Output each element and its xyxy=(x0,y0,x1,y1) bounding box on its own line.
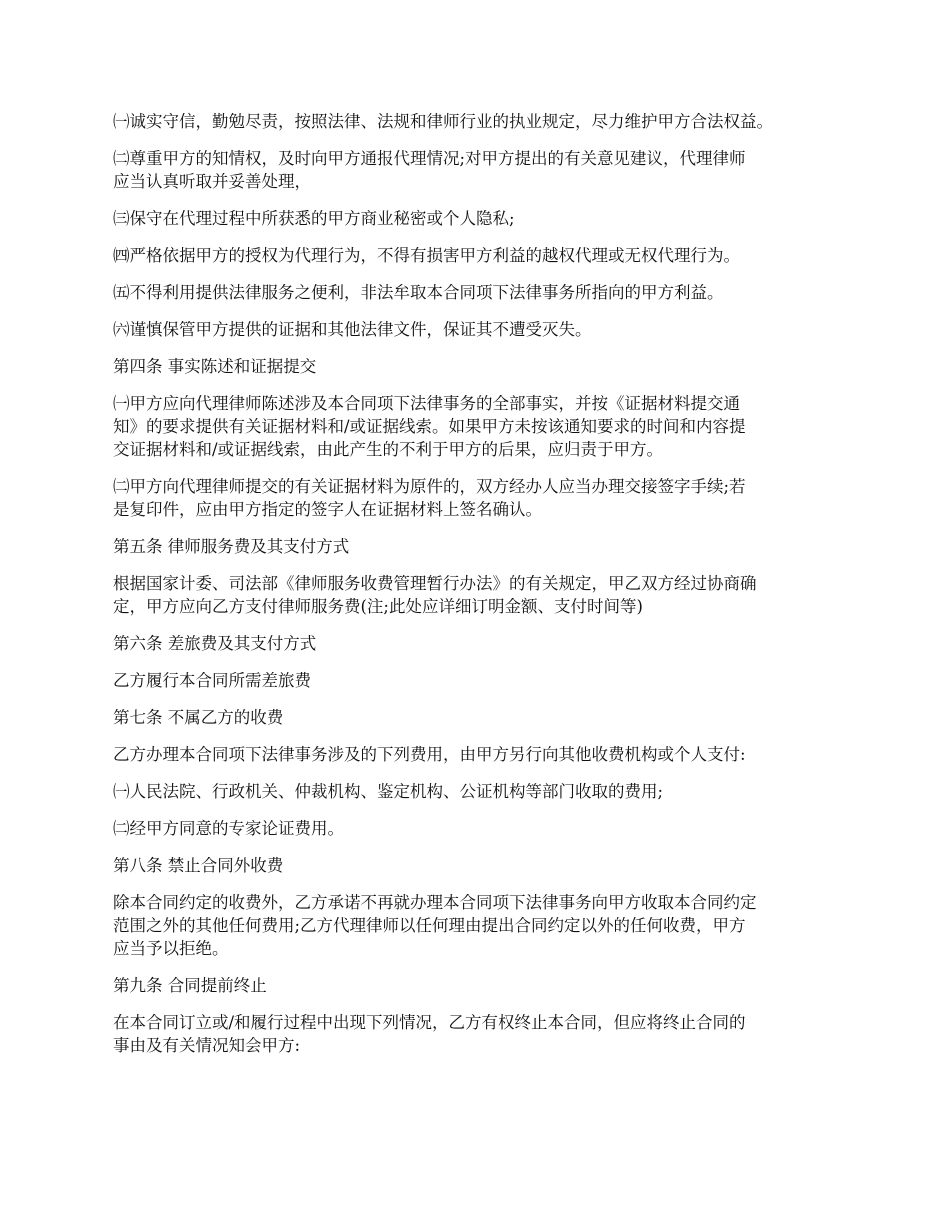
article-5-body: 根据国家计委、司法部《律师服务收费管理暂行办法》的有关规定，甲乙双方经过协商确 定，甲方应向乙方支付律师服务费(注;此处应详细订明金额、支付时间等) xyxy=(113,574,757,616)
obligation-item-5: ㈤不得利用提供法律服务之便利，非法牟取本合同项下法律事务所指向的甲方利益。 xyxy=(113,283,724,302)
article-9-body: 在本合同订立或/和履行过程中出现下列情况，乙方有权终止本合同，但应将终止合同的 事由及有关情况知会甲方: xyxy=(113,1013,746,1055)
article-4-item-2: ㈡甲方向代理律师提交的有关证据材料为原件的，双方经办人应当办理交接签字手续;若 是复印件，应由甲方指定的签字人在证据材料上签名确认。 xyxy=(113,477,746,519)
article-8-body: 除本合同约定的收费外，乙方承诺不再就办理本合同项下法律事务向甲方收取本合同约定 范围之外的其他任何费用;乙方代理律师以任何理由提出合同约定以外的任何收费，甲方 应当予以拒绝。 xyxy=(113,893,757,958)
article-8-heading: 第八条 禁止合同外收费 xyxy=(113,856,284,875)
article-6-heading: 第六条 差旅费及其支付方式 xyxy=(113,634,317,653)
document-page xyxy=(113,110,853,1071)
obligation-item-1: ㈠诚实守信，勤勉尽责，按照法律、法规和律师行业的执业规定，尽力维护甲方合法权益。 xyxy=(113,112,773,131)
article-5-heading: 第五条 律师服务费及其支付方式 xyxy=(113,537,350,556)
obligation-item-4: ㈣严格依据甲方的授权为代理行为，不得有损害甲方利益的越权代理或无权代理行为。 xyxy=(113,246,740,265)
obligation-item-2: ㈡尊重甲方的知情权，及时向甲方通报代理情况;对甲方提出的有关意见建议，代理律师 应当认真听取并妥善处理， xyxy=(113,149,746,191)
article-7-item-1: ㈠人民法院、行政机关、仲裁机构、鉴定机构、公证机构等部门收取的费用; xyxy=(113,782,664,801)
article-4-item-1: ㈠甲方应向代理律师陈述涉及本合同项下法律事务的全部事实，并按《证据材料提交通 知》的要求提供有关证据材料和/或证据线索。如果甲方未按该通知要求的时间和内容提 交证据材料和/或证据线索，由此产生的不利于甲方的后果，应归责于甲方。 xyxy=(113,394,746,459)
article-7-heading: 第七条 不属乙方的收费 xyxy=(113,708,284,727)
article-9-heading: 第九条 合同提前终止 xyxy=(113,976,267,995)
article-7-body: 乙方办理本合同项下法律事务涉及的下列费用，由甲方另行向其他收费机构或个人支付: xyxy=(113,745,746,764)
article-7-item-2: ㈡经甲方同意的专家论证费用。 xyxy=(113,819,344,838)
obligation-item-3: ㈢保守在代理过程中所获悉的甲方商业秘密或个人隐私; xyxy=(113,209,515,228)
article-4-heading: 第四条 事实陈述和证据提交 xyxy=(113,357,317,376)
article-6-body: 乙方履行本合同所需差旅费 xyxy=(113,671,311,690)
obligation-item-6: ㈥谨慎保管甲方提供的证据和其他法律文件，保证其不遭受灭失。 xyxy=(113,320,592,339)
